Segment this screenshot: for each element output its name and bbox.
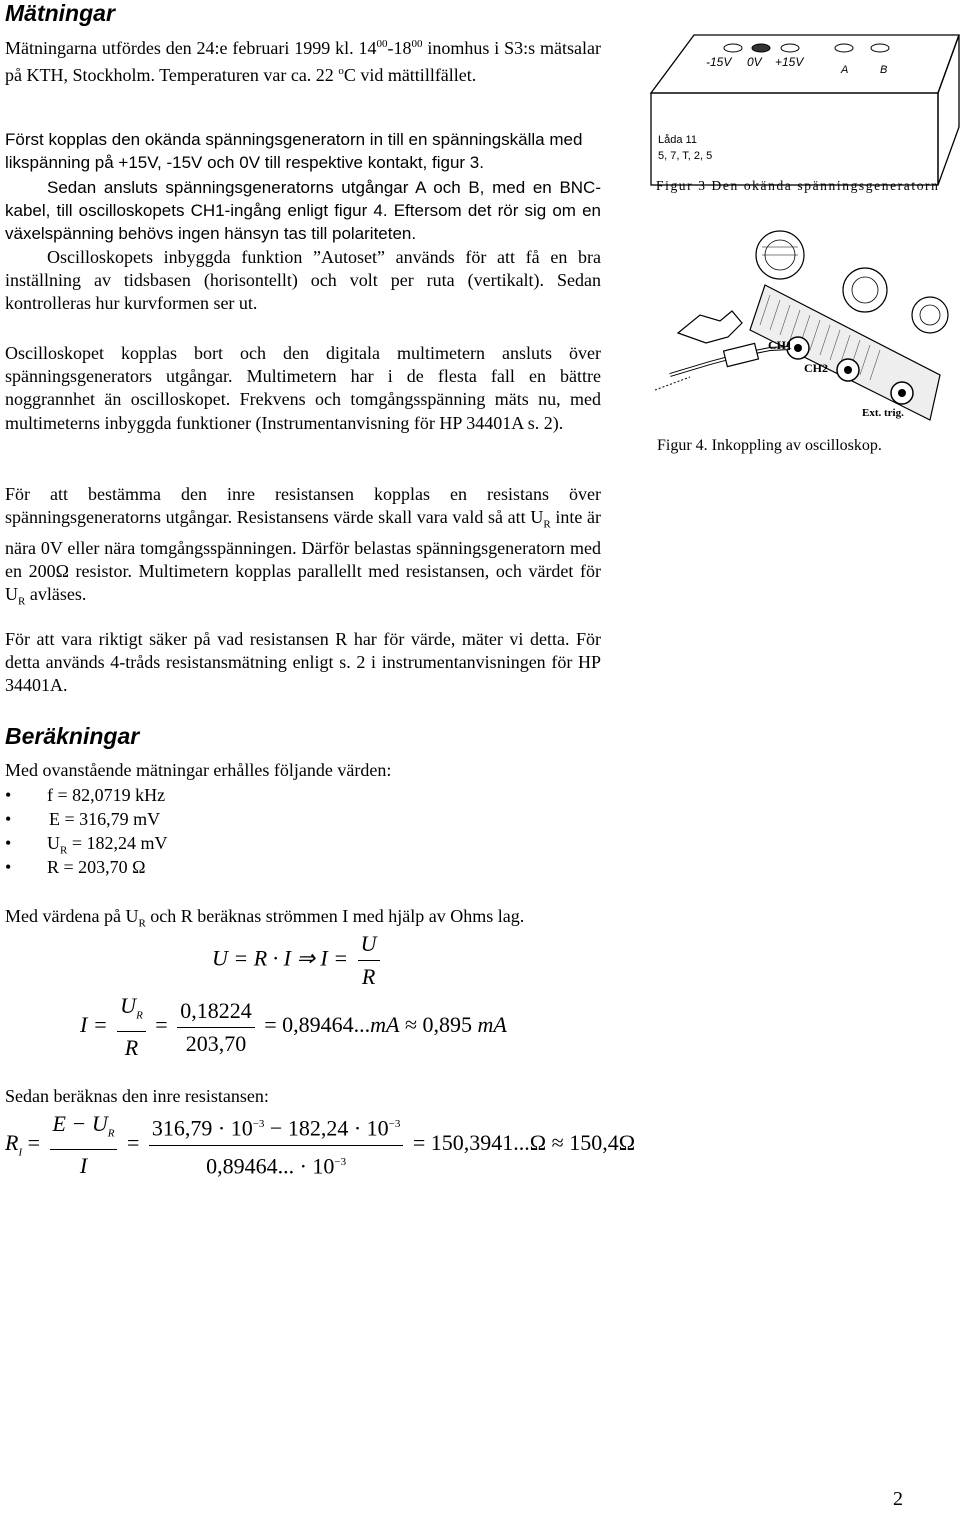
paragraph-internal-resistance: För att bestämma den inre resistansen kopplas en resistans över spänningsgeneratorns utgångar. Resistansens värde skall vara vald så att $U_R$ inte är nära 0V eller nära tomgångsspänningen. Därför belastas spänningsgeneratorn med en 200Ω resistor. Multimetern kopplas parallellt med resistansen, och värdet för $U_R$ avläses. [5, 484, 601, 608]
cable-tail-icon [655, 377, 690, 390]
paragraph-connect-power: Först kopplas den okända spänningsgeneratorn in till en spänningskälla med likspänning på +15V, -15V och 0V till respektive kontakt, figur 3. [5, 130, 583, 173]
fig3-label-b: B [880, 64, 888, 76]
equation-current: I = $\frac{U_R}{R}$ = $\frac{0,18224}{203,70}$ = 0,89464...mA ≈ 0,895 mA [80, 993, 507, 1061]
fig4-label-ext-trig: Ext. trig. [862, 407, 904, 419]
hand-icon [678, 311, 742, 343]
page-number: 2 [893, 1488, 903, 1510]
figure-3-drawing [648, 30, 960, 190]
knob-far-right-icon [912, 297, 948, 333]
figure-3-caption: Figur 3 Den okända spänningsgeneratorn [656, 178, 940, 193]
paragraph-multimeter: Oscilloskopet kopplas bort och den digitala multimetern ansluts över spänningsgenerators utgångar. Multimetern har i de flesta fall en bättre noggrannhet än oscilloskopet. Frekvens och tomgångsspänning mäts nu, med multimeterns inbyggda funktioner (Instrumentanvisning för HP 34401A s. 2). [5, 343, 601, 433]
box-top-face [651, 35, 959, 93]
paragraph-four-wire: För att vara riktigt säker på vad resistansen R har för värde, mäter vi detta. För detta används 4-tråds resistansmätning enligt s. 2 i instrumentanvisningen för HP 34401A. [5, 629, 601, 696]
terminal-plus15-icon [781, 44, 799, 52]
fig3-label-minus15: -15V [706, 55, 732, 69]
fig3-label-0v: 0V [747, 55, 762, 69]
heading-berakningar: Beräkningar [5, 723, 140, 749]
list-item [5, 807, 405, 831]
bullet-icon: • [5, 785, 12, 805]
ch1-connector-pin-icon [794, 344, 802, 352]
value-frequency: f = 82,0719 kHz [47, 785, 166, 805]
terminal-b-icon [871, 44, 889, 52]
heading-matningar: Mätningar [5, 0, 115, 26]
paragraph-values-intro: Med ovanstående mätningar erhålles följande värden: [5, 760, 392, 780]
fig4-label-ch1: CH1 [768, 338, 792, 352]
list-item [5, 831, 405, 855]
fig3-box-line2: 5, 7, T, 2, 5 [658, 150, 713, 162]
fig3-label-plus15: +15V [775, 55, 804, 69]
value-emf: E = 316,79 mV [49, 809, 161, 829]
paragraph-autoset: Oscilloskopets inbyggda funktion ”Autoset” används för att få en bra inställning av tidsbasen (horisontellt) och volt per ruta (vertikalt). Sedan kontrolleras hur kurvformen ser ut. [5, 247, 601, 314]
paragraph-intro: Mätningarna utfördes den 24:e februari 1999 kl. $14^{00}-18^{00}$ inomhus i S3:s mätsalar på KTH, Stockholm. Temperaturen var ca. 22 $^o$C vid mättillfället. [5, 38, 601, 86]
ext-trig-connector-pin-icon [898, 389, 906, 397]
paragraph-inner-resistance-intro: Sedan beräknas den inre resistansen: [5, 1086, 269, 1106]
terminal-minus15-icon [724, 44, 742, 52]
paragraph-connect-outputs: Sedan ansluts spänningsgeneratorns utgångar A och B, med en BNC-kabel, till oscilloskopets CH1-ingång enligt figur 4. Eftersom det rör sig om en växelspänning behövs ingen hänsyn tas till polariteten. [5, 178, 601, 244]
probe-head-icon [724, 343, 759, 366]
figure-4-drawing [650, 225, 960, 435]
bullet-icon: • [5, 809, 12, 829]
fig4-label-ch2: CH2 [804, 361, 828, 375]
list-item [5, 783, 405, 807]
equation-internal-resistance: $R_I$ = $\frac{E - U_R}{I}$ = $\frac{316,79 \cdot 10^{-3} - 182,24 \cdot 10^{-3}}{0,89464... \cdot 10^{-3}}$ = 150,3941...Ω ≈ 150,4Ω [5, 1111, 636, 1179]
value-ur: $U_R = 182,24$ mV [47, 833, 168, 857]
value-r: R = 203,70 Ω [47, 857, 146, 877]
box-side-face [938, 35, 959, 185]
list-item [5, 855, 405, 879]
equation-ohms-law: U = R · I ⇒ I = $\frac{U}{R}$ [212, 930, 384, 991]
knob-top-icon [756, 231, 804, 279]
figure-4-caption: Figur 4. Inkoppling av oscilloskop. [657, 437, 882, 454]
fig3-label-a: A [841, 64, 849, 76]
terminal-a-icon [835, 44, 853, 52]
terminal-0v-icon [752, 44, 770, 52]
knob-right-icon [843, 268, 887, 312]
ch2-connector-pin-icon [844, 366, 852, 374]
bullet-icon: • [5, 833, 12, 853]
values-list [5, 783, 405, 883]
bullet-icon: • [5, 857, 12, 877]
fig3-box-line1: Låda 11 [658, 134, 697, 146]
paragraph-ohm-intro: Med värdena på $U_R$ och R beräknas strömmen I med hjälp av Ohms lag. [5, 906, 525, 930]
